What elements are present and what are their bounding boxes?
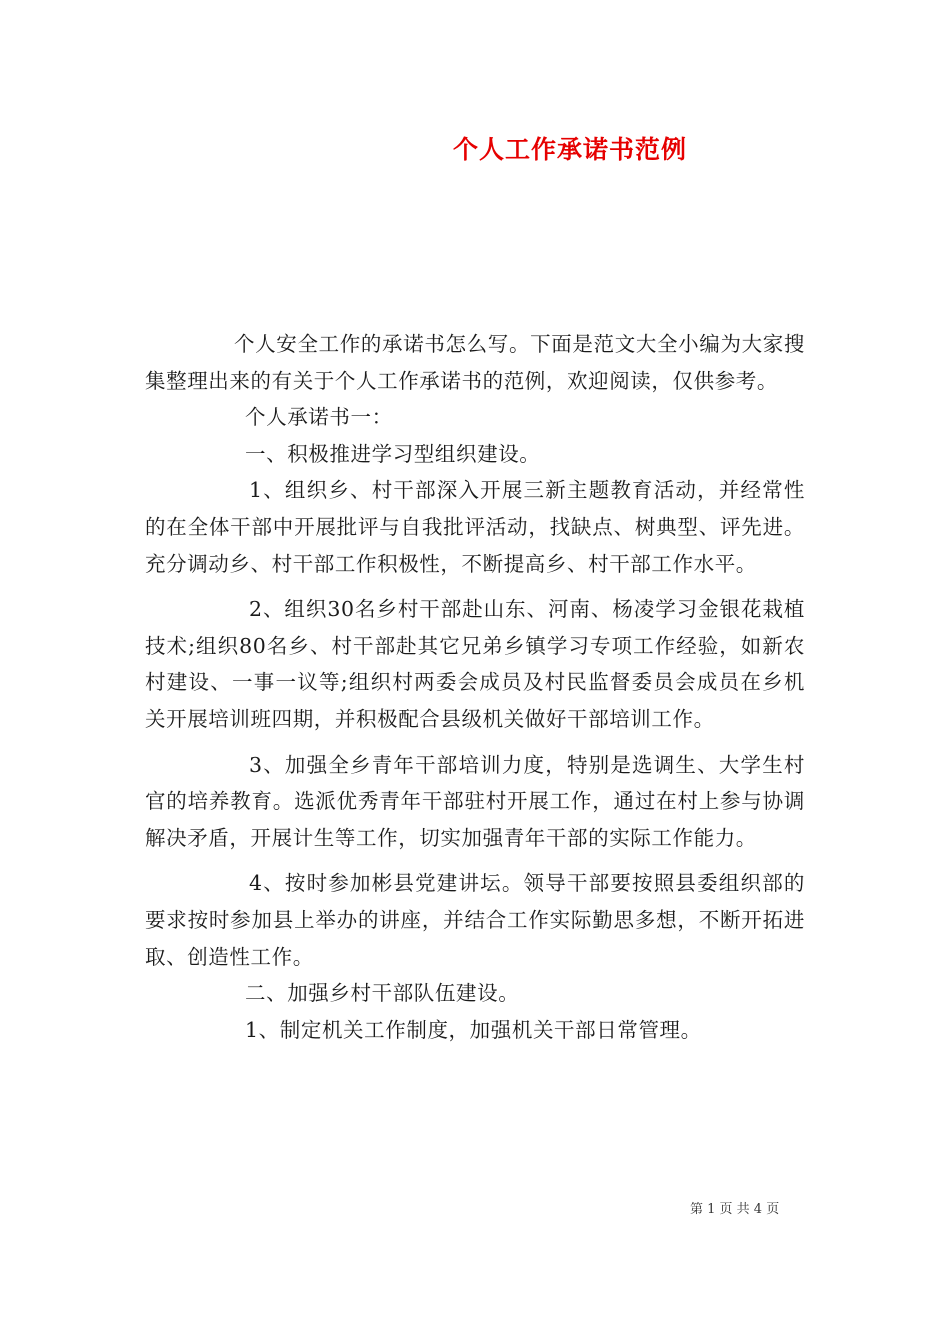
intro-paragraph: 个人安全工作的承诺书怎么写。下面是范文大全小编为大家搜集整理出来的有关于个人工作承诺书的范例，欢迎阅读，仅供参考。 — [145, 332, 805, 393]
item-paragraph-2: 2、组织30名乡村干部赴山东、河南、杨凌学习金银花栽植技术;组织80名乡、村干部赴其它兄弟乡镇学习专项工作经验，如新农村建设、一事一议等;组织村两委会成员及村民监督委员会成员在乡机关开展培训班四期，并积极配合县级机关做好干部培训工作。 — [145, 597, 805, 731]
page-number: 第 1 页 共 4 页 — [690, 1202, 780, 1217]
section-heading-one: 一、积极推进学习型组织建设。 — [245, 441, 541, 466]
item-paragraph-4: 4、按时参加彬县党建讲坛。领导干部要按照县委组织部的要求按时参加县上举办的讲座，并结合工作实际勤思多想，不断开拓进取、创造性工作。 — [145, 871, 805, 969]
item-paragraph-5: 1、制定机关工作制度，加强机关干部日常管理。 — [245, 1017, 702, 1042]
document-title: 个人工作承诺书范例 — [452, 135, 687, 164]
document-body — [145, 326, 805, 1048]
item-paragraph-1: 1、组织乡、村干部深入开展三新主题教育活动，并经常性的在全体干部中开展批评与自我批评活动，找缺点、树典型、评先进。充分调动乡、村干部工作积极性，不断提高乡、村干部工作水平。 — [145, 478, 805, 576]
commitment-heading: 个人承诺书一： — [245, 405, 393, 430]
item-paragraph-3: 3、加强全乡青年干部培训力度，特别是选调生、大学生村官的培养教育。选派优秀青年干部驻村开展工作，通过在村上参与协调解决矛盾，开展计生等工作，切实加强青年干部的实际工作能力。 — [145, 752, 805, 850]
section-heading-two: 二、加强乡村干部队伍建设。 — [245, 981, 520, 1006]
